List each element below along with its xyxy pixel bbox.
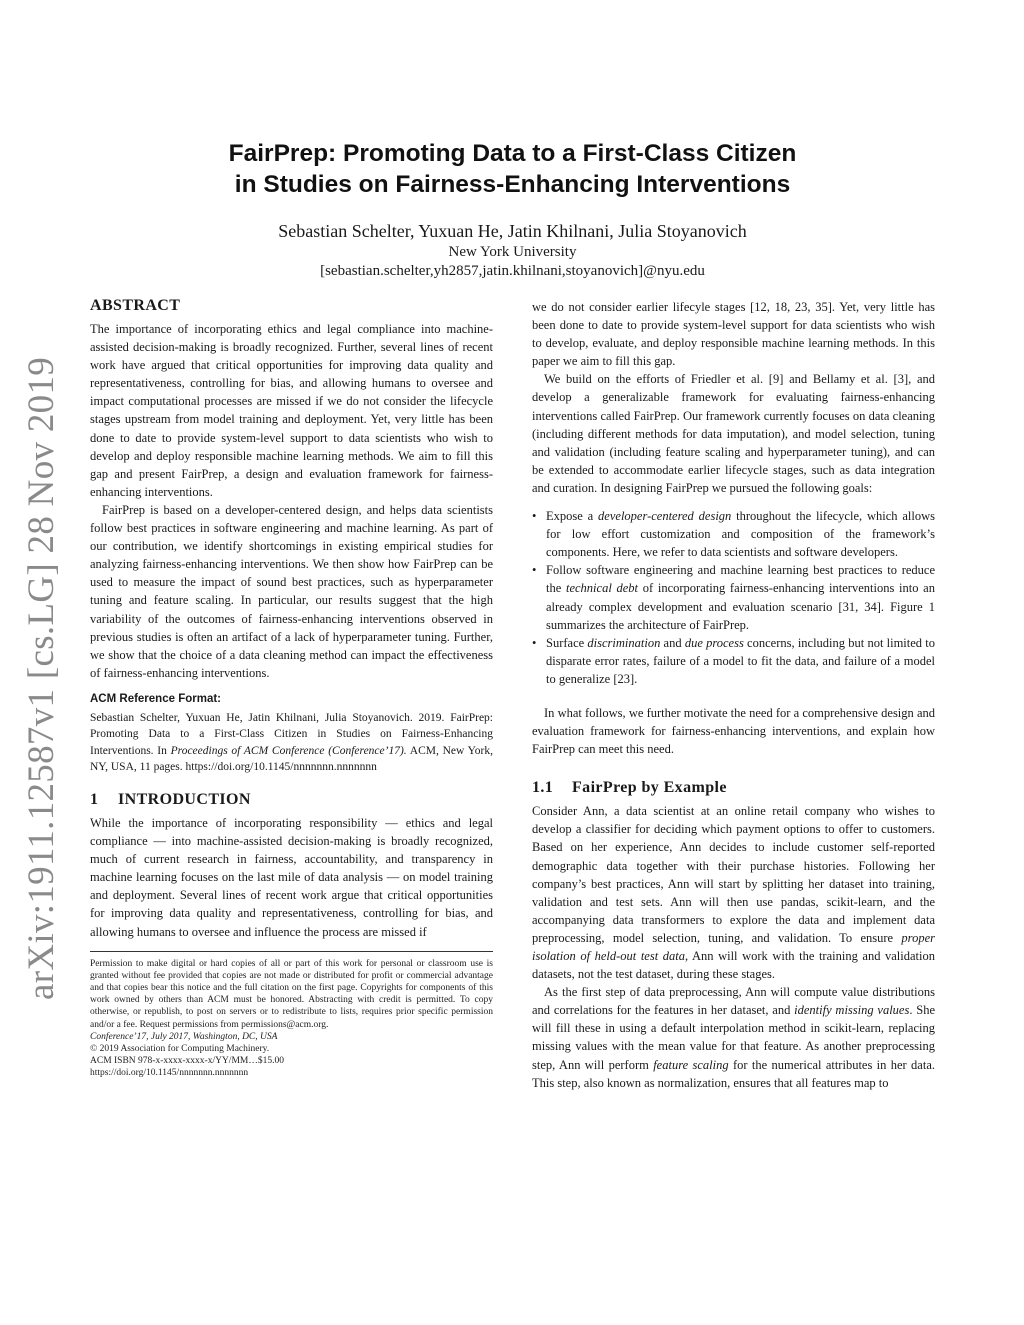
section-title: INTRODUCTION (118, 790, 251, 808)
isbn-line: ACM ISBN 978-x-xxxx-xxxx-x/YY/MM…$15.00 (90, 1056, 284, 1067)
goal-3-text-mid: and (660, 635, 685, 650)
bullet-icon: • (532, 635, 537, 650)
acm-reference-authors: Sebastian Schelter, Yuxuan He, Jatin Khilnani, Julia Stoyanovich. 2019. FairPrep: Promoting Data to a First-Class Citizen in Studies on Fairness-Enhancing Interventions. In (90, 711, 493, 757)
example-2-text-end: for the numerical attributes in her data. This step, also known as normalization, ensures that all features map to (532, 1057, 935, 1090)
author-emails: [sebastian.schelter,yh2857,jatin.khilnani,stoyanovich]@nyu.edu (320, 263, 705, 279)
title-line-1: FairPrep: Promoting Data to a First-Class Citizen (228, 140, 797, 167)
goal-2-text-end: of incorporating fairness-enhancing interventions into an already complex development and evaluation scenario [31, 34]. Figure 1 summarizes the architecture of FairPrep. (546, 581, 935, 632)
subsection-number: 1.1 (532, 779, 554, 797)
example-1-emphasis: proper isolation of held-out test data (532, 930, 935, 963)
goal-3-text-start: Surface (546, 635, 588, 650)
example-1-text-end: , Ann will work with the training and validation datasets, not the test dataset, during these stages. (532, 949, 936, 982)
affiliation: New York University (448, 244, 577, 260)
acm-reference (90, 710, 493, 776)
goal-1-text-end: throughout the lifecycle, which allows for low effort customization and composition of the framework’s components. Here, we refer to data scientists and software developers. (546, 509, 935, 560)
example-2-text-start: As the first step of data preprocessing, Ann will compute value distributions and correlations for the features in her dataset, and (532, 985, 935, 1018)
authors: Sebastian Schelter, Yuxuan He, Jatin Khilnani, Julia Stoyanovich (278, 221, 747, 241)
conference-info (90, 1031, 493, 1043)
goal-1-emphasis: developer-centered design (598, 509, 732, 524)
paper-title (90, 138, 935, 200)
goal-3-text-end: concerns, including but not limited to disparate error rates, failure of a model to fit the data, and failure of a model to generalize [23]. (546, 635, 935, 686)
goal-3-emphasis-2: due process (684, 635, 744, 650)
introduction-paragraph-1: While the importance of incorporating responsibility — ethics and legal compliance — into machine-assisted decision-making is broadly recognized, much of current research in fairness, accountability, and transparency in machine learning focuses on the last mile of data analysis — on model training and deployment. Several lines of recent work argue that critical opportunities for improving data quality and representativeness, controlling for bias, and allowing humans to oversee and influence the process are missed if (90, 815, 493, 939)
introduction-heading (90, 790, 493, 810)
footnote-divider (90, 951, 493, 952)
permission-notice: Permission to make digital or hard copies of all or part of this work for personal or classroom use is granted without fee provided that copies are not made or distributed for profit or commercial advantage and that copies bear this notice and the full citation on the first page. Copyrights for components of this work owned by others than ACM must be honored. Abstracting with credit is permitted. To copy otherwise, or republish, to post on servers or to redistribute to lists, requires prior specific permission and/or a fee. Request permissions from permissions@acm.org. (90, 958, 493, 1030)
bullet-icon: • (532, 509, 537, 524)
conference-name: Conference’17, July 2017, Washington, DC, USA (90, 1031, 278, 1042)
goal-2-emphasis: technical debt (565, 581, 639, 596)
arxiv-stamp: arXiv:1911.12587v1 [cs.LG] 28 Nov 2019 (21, 356, 62, 1000)
goal-2-text-start: Follow software engineering and machine learning best practices to reduce the (546, 563, 935, 596)
example-1-text-start: Consider Ann, a data scientist at an online retail company who wishes to develop a classifier for deciding which payment options to offer to customers. Based on her experience, Ann decides to include customer self-reported demographic data together with their purchase histories. Following her company’s best practices, Ann will start by splitting her dataset into training, validation and test sets. Ann will then use pandas, scikit-learn, and the accompanying data transformers to explore the data and implement data preprocessing, model selection, tuning, and validation. To ensure (532, 804, 935, 945)
subsection-title: FairPrep by Example (572, 779, 727, 797)
subsection-heading (532, 778, 935, 798)
right-column (532, 298, 935, 1092)
acm-reference-heading: ACM Reference Format: (90, 692, 221, 705)
acm-reference-doi: ACM, New York, NY, USA, 11 pages. https://doi.org/10.1145/nnnnnnn.nnnnnnn (90, 744, 493, 774)
example-paragraph-2 (532, 983, 935, 1092)
example-2-emphasis-1: identify missing values (794, 1003, 910, 1018)
goal-3-emphasis-1: discrimination (587, 635, 661, 650)
example-2-text-mid: . She will fill these in using a default interpolation method in scikit-learn, replacing missing values with the mean value for that feature. As another preprocessing step, Ann will perform (532, 1003, 936, 1072)
right-paragraph-3: In what follows, we further motivate the need for a comprehensive design and evaluation framework for fairness-enhancing interventions, and explain how FairPrep can meet this need. (532, 705, 935, 757)
list-item (532, 634, 935, 688)
title-line-2: in Studies on Fairness-Enhancing Interventions (234, 171, 791, 198)
section-number: 1 (90, 790, 99, 808)
example-2-emphasis-2: feature scaling (653, 1057, 729, 1072)
abstract-heading: ABSTRACT (90, 297, 181, 314)
right-paragraph-1: we do not consider earlier lifecyle stages [12, 18, 23, 35]. Yet, very little has been done to date to provide system-level support for data scientists who wish to develop, evaluate, and deploy responsible machine learning methods. In this paper we aim to fill this gap. (532, 300, 935, 369)
list-item (532, 561, 935, 633)
example-paragraph-1 (532, 802, 935, 983)
copyright-line: © 2019 Association for Computing Machinery. (90, 1044, 270, 1055)
list-item (532, 507, 935, 561)
doi-link[interactable]: https://doi.org/10.1145/nnnnnnn.nnnnnnn (90, 1068, 249, 1079)
abstract-paragraph-2: FairPrep is based on a developer-centered design, and helps data scientists follow best practices in software engineering and machine learning. As part of our contribution, we identify shortcomings in existing empirical studies for analyzing fairness-enhancing interventions. We then show how FairPrep can be used to measure the impact of sound best practices, such as hyperparameter tuning and feature scaling. In particular, our results suggest that the high variability of the outcomes of fairness-enhancing interventions observed in previous studies is often an artifact of a lack of hyperparameter tuning. Further, we show that the choice of a data cleaning method can impact the effectiveness of fairness-enhancing interventions. (90, 502, 493, 680)
abstract-paragraph-1: The importance of incorporating ethics and legal compliance into machine-assisted decision-making is broadly recognized. Further, several lines of recent work have argued that critical opportunities for improving data quality and representativeness, controlling for bias, and allowing humans to oversee and impact computational processes are missed if we do not consider the lifecycle stages upstream from model training and deployment. Yet, very little has been done to date to provide system-level support to data scientists who wish to develop and deploy responsible machine learning methods. We aim to fill this gap and present FairPrep, a design and evaluation framework for fairness-enhancing interventions. (90, 322, 493, 499)
bullet-icon: • (532, 563, 537, 578)
left-column (90, 296, 493, 1080)
goals-list (532, 507, 935, 688)
acm-reference-venue: Proceedings of ACM Conference (Conference’17). (170, 744, 407, 757)
goal-1-text-start: Expose a (546, 509, 599, 524)
right-paragraph-2: We build on the efforts of Friedler et al. [9] and Bellamy et al. [3], and develop a generalizable framework for evaluating fairness-enhancing interventions called FairPrep. Our framework currently focuses on data cleaning (including different methods for data imputation), and model selection, tuning and validation (including feature scaling and hyperparameter tuning), and can be extended to accommodate earlier lifecycle stages, such as data integration and curation. In designing FairPrep we pursued the following goals: (532, 372, 935, 495)
